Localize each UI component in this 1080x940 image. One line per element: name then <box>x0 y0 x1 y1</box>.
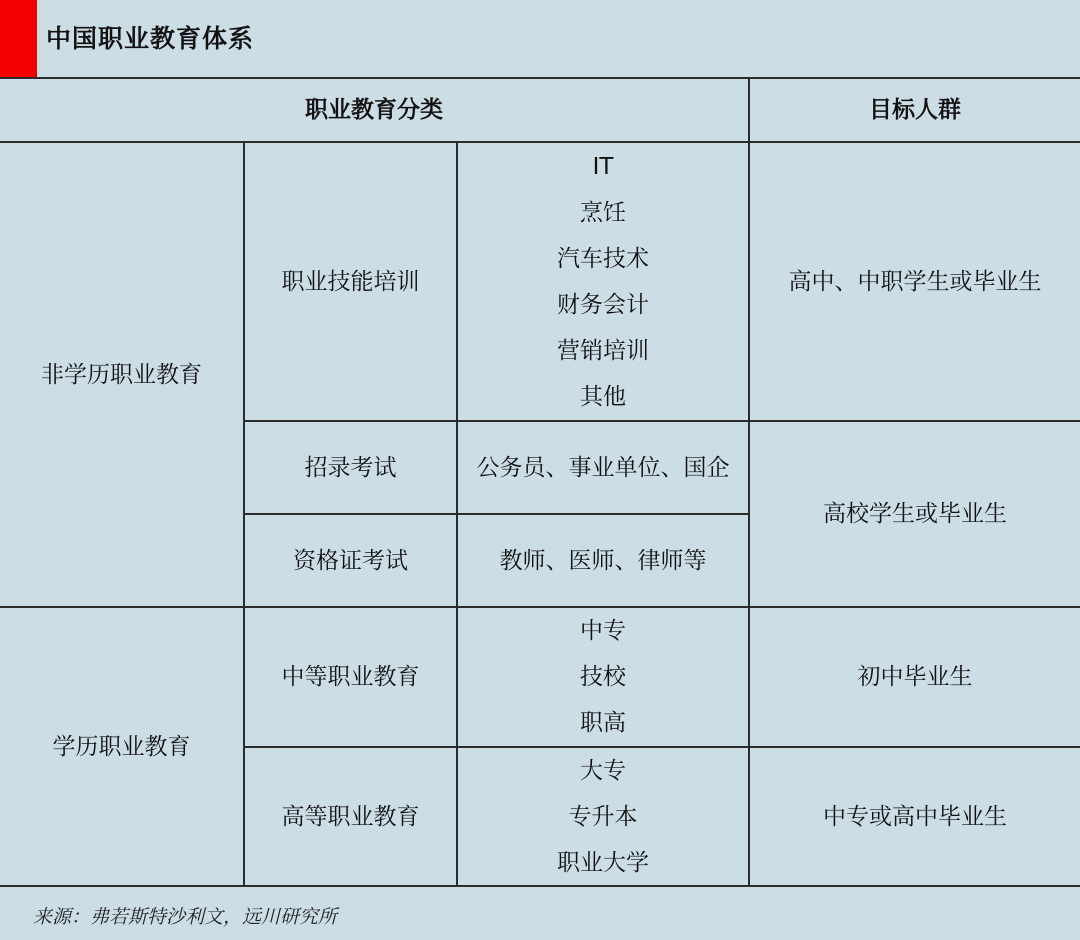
target-higher <box>750 748 1080 885</box>
target-higher-label: 中专或高中毕业生 <box>823 803 1007 830</box>
list-item: 技校 <box>580 664 626 690</box>
category-skills-label: 职业技能培训 <box>281 268 420 295</box>
list-item: 营销培训 <box>557 337 649 364</box>
list-item: IT <box>592 153 614 180</box>
list-item: 大专 <box>580 757 626 784</box>
source-note: 来源：弗若斯特沙利文，远川研究所 <box>33 906 338 928</box>
category-cert <box>245 515 456 606</box>
category-higher <box>245 748 456 885</box>
list-item: 其他 <box>580 383 626 410</box>
group-degree-label: 学历职业教育 <box>52 733 191 760</box>
list-item: 公务员、事业单位、国企 <box>476 454 730 481</box>
target-secondary <box>750 608 1080 746</box>
target-exams-label: 高校学生或毕业生 <box>823 501 1007 527</box>
items-skills <box>458 143 748 420</box>
items-higher <box>458 748 748 885</box>
page-title: 中国职业教育体系 <box>46 24 255 53</box>
list-item: 教师、医师、律师等 <box>499 547 707 574</box>
group-non-degree-label: 非学历职业教育 <box>41 361 202 388</box>
items-secondary <box>458 608 748 746</box>
category-higher-label: 高等职业教育 <box>281 803 420 830</box>
category-recruit-label: 招录考试 <box>304 454 397 481</box>
target-secondary-label: 初中毕业生 <box>857 664 973 690</box>
header-category-label: 职业教育分类 <box>305 97 443 123</box>
table-bottom-border <box>0 885 1080 887</box>
list-item: 中专 <box>580 618 626 644</box>
category-cert-label: 资格证考试 <box>293 547 408 574</box>
header-target-label: 目标人群 <box>869 97 961 123</box>
target-skills <box>750 143 1080 420</box>
target-exams <box>750 422 1080 606</box>
items-recruit <box>458 422 748 513</box>
list-item: 专升本 <box>568 803 638 830</box>
group-non-degree <box>0 143 243 606</box>
list-item: 烹饪 <box>580 199 626 226</box>
category-skills <box>245 143 456 420</box>
list-item: 汽车技术 <box>557 245 649 272</box>
target-skills-label: 高中、中职学生或毕业生 <box>788 268 1042 295</box>
list-item: 职高 <box>580 710 626 736</box>
header-target <box>750 79 1080 141</box>
category-secondary-label: 中等职业教育 <box>281 664 420 690</box>
group-degree <box>0 608 243 885</box>
category-recruit <box>245 422 456 513</box>
items-cert <box>458 515 748 606</box>
list-item: 职业大学 <box>557 849 649 876</box>
category-secondary <box>245 608 456 746</box>
header-category <box>0 79 748 141</box>
list-item: 财务会计 <box>557 291 649 318</box>
